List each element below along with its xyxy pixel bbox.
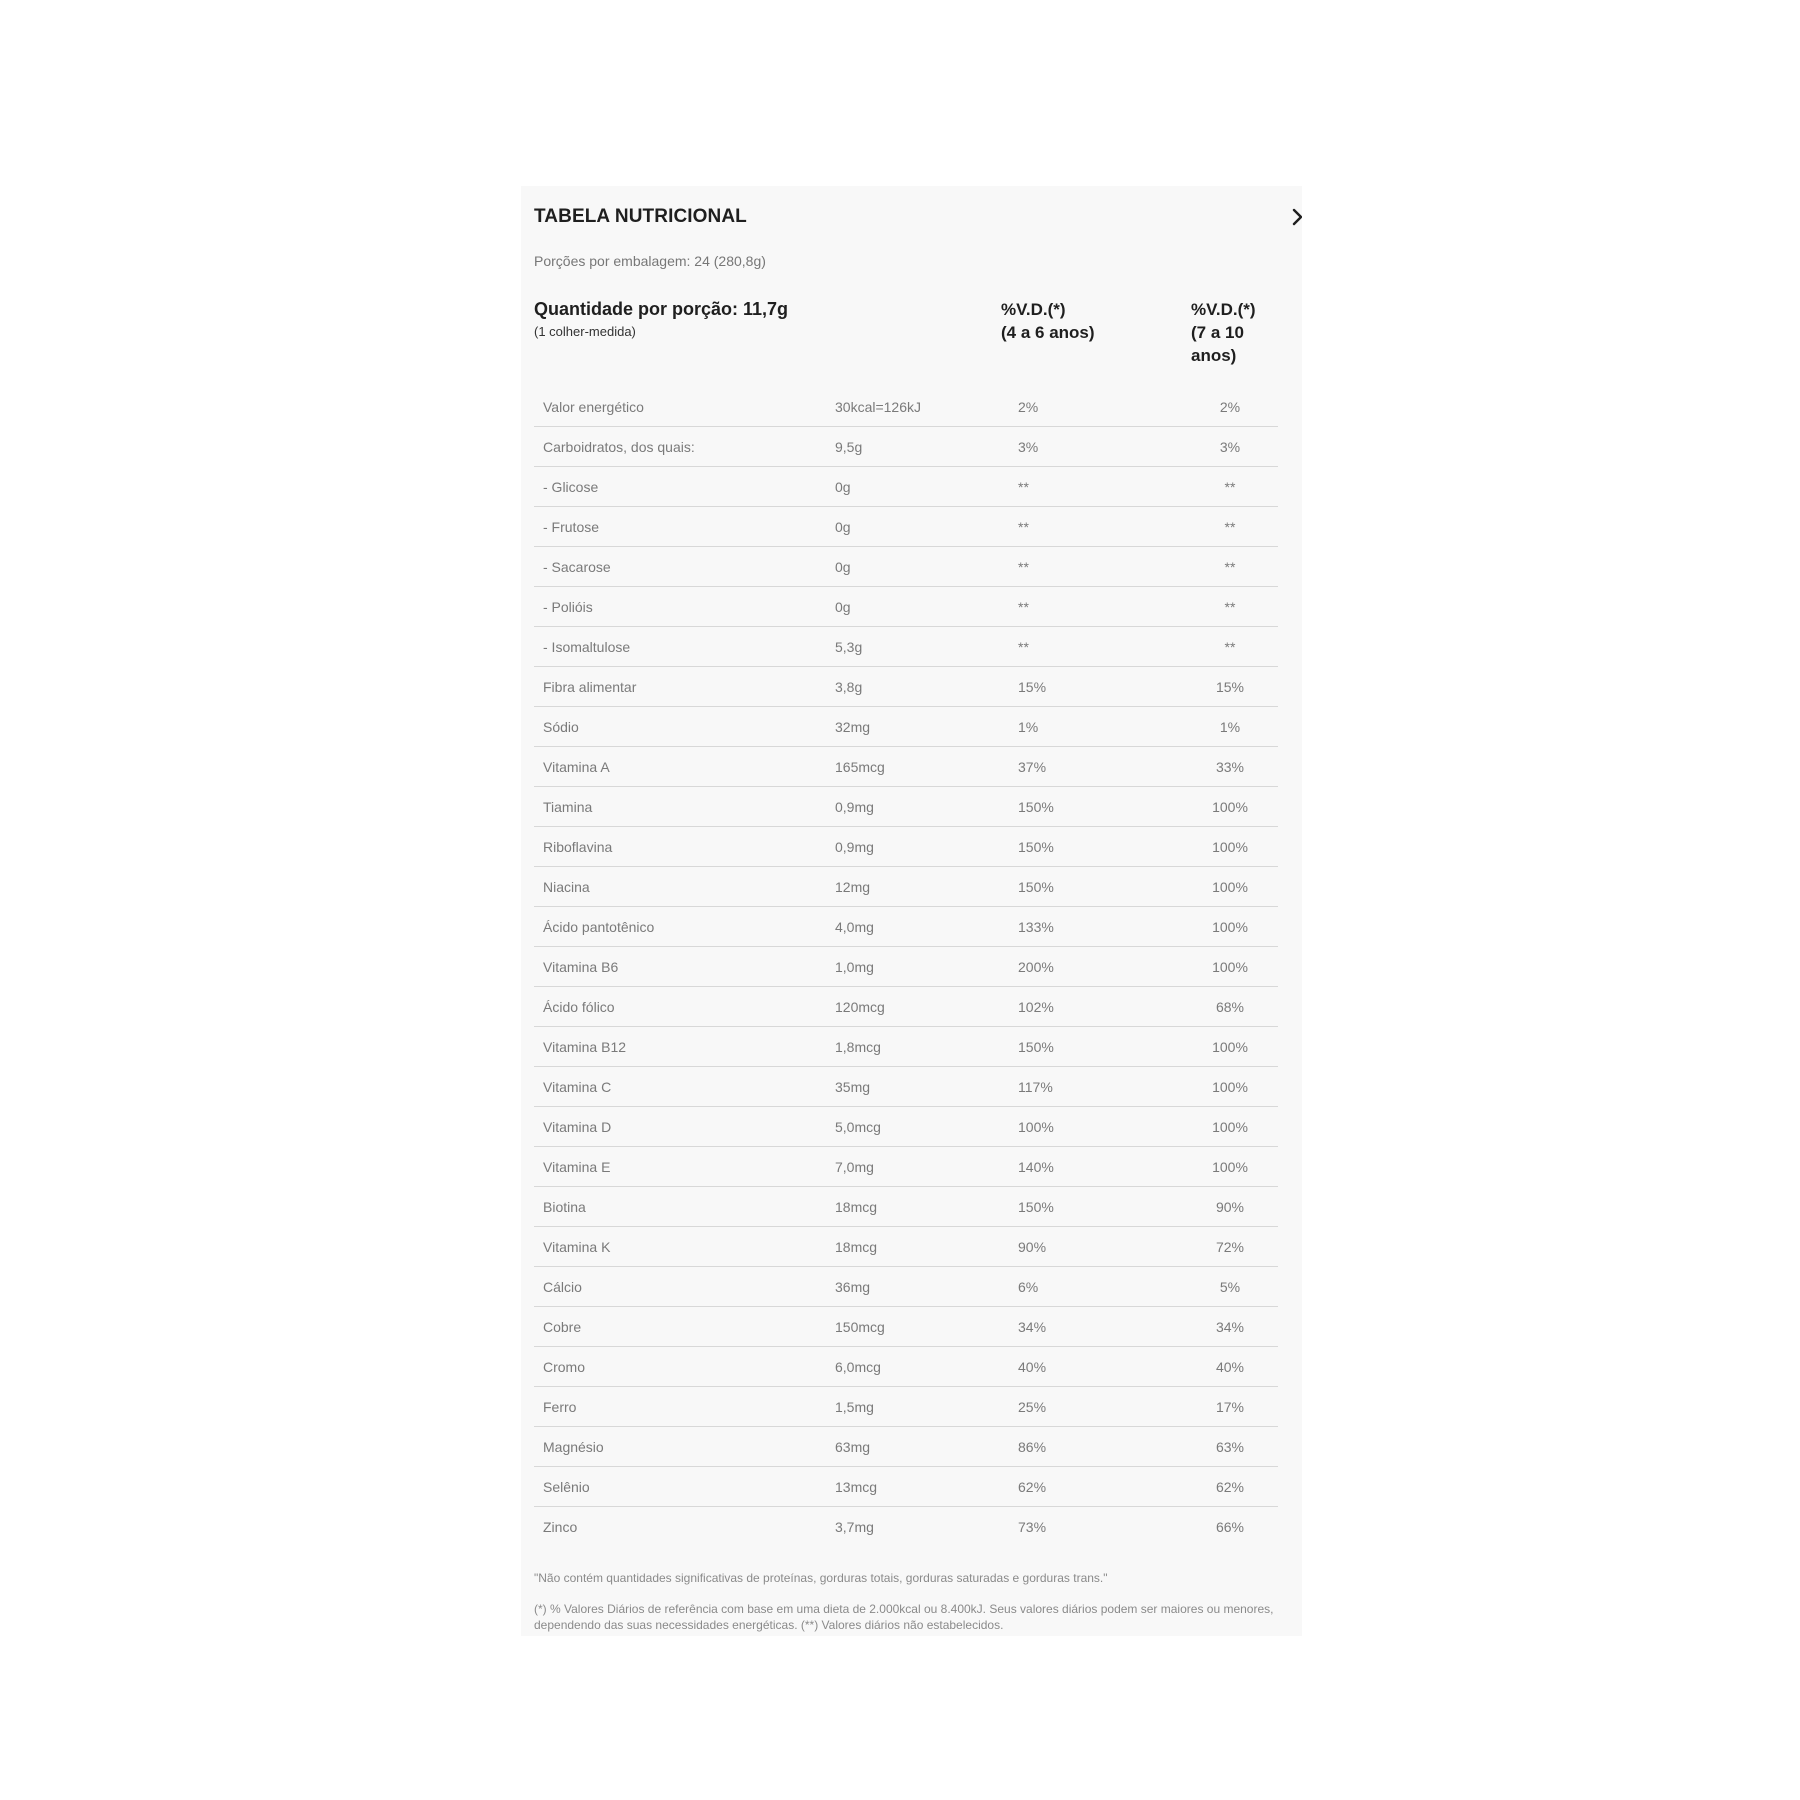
table-row xyxy=(534,1147,1278,1187)
footnotes xyxy=(534,1570,1289,1633)
nutrient-quantity: 36mg xyxy=(835,1267,1010,1307)
daily-value-7-10: 33% xyxy=(1208,747,1278,787)
daily-value-4-6: ** xyxy=(1010,627,1208,667)
daily-value-4-6: ** xyxy=(1010,467,1208,507)
daily-value-4-6: 150% xyxy=(1010,787,1208,827)
nutrient-quantity: 18mcg xyxy=(835,1187,1010,1227)
daily-value-7-10: ** xyxy=(1208,587,1278,627)
nutrient-name: - Polióis xyxy=(534,587,835,627)
nutrient-quantity: 7,0mg xyxy=(835,1147,1010,1187)
daily-value-7-10: 100% xyxy=(1208,907,1278,947)
table-row xyxy=(534,787,1278,827)
nutrient-quantity: 0g xyxy=(835,547,1010,587)
column-header-vd-4-6: %V.D.(*) (4 a 6 anos) xyxy=(1001,300,1095,342)
table-row xyxy=(534,667,1278,707)
daily-value-4-6: 3% xyxy=(1010,427,1208,467)
table-row xyxy=(534,1107,1278,1147)
nutrient-quantity: 1,0mg xyxy=(835,947,1010,987)
daily-value-7-10: ** xyxy=(1208,507,1278,547)
table-row xyxy=(534,387,1278,427)
daily-value-7-10: 3% xyxy=(1208,427,1278,467)
daily-value-4-6: ** xyxy=(1010,507,1208,547)
nutrient-name: Fibra alimentar xyxy=(534,667,835,707)
table-row xyxy=(534,1467,1278,1507)
table-row xyxy=(534,1187,1278,1227)
daily-value-7-10: 72% xyxy=(1208,1227,1278,1267)
daily-value-4-6: 150% xyxy=(1010,827,1208,867)
table-row xyxy=(534,1227,1278,1267)
nutrient-name: Magnésio xyxy=(534,1427,835,1467)
daily-value-7-10: 63% xyxy=(1208,1427,1278,1467)
nutrient-quantity: 30kcal=126kJ xyxy=(835,387,1010,427)
table-row xyxy=(534,1347,1278,1387)
nutrition-table xyxy=(534,387,1278,1546)
nutrient-name: Carboidratos, dos quais: xyxy=(534,427,835,467)
nutrient-name: Tiamina xyxy=(534,787,835,827)
daily-value-4-6: 133% xyxy=(1010,907,1208,947)
daily-value-7-10: 100% xyxy=(1208,1107,1278,1147)
daily-value-7-10: 15% xyxy=(1208,667,1278,707)
daily-value-4-6: 34% xyxy=(1010,1307,1208,1347)
nutrient-name: Vitamina A xyxy=(534,747,835,787)
daily-value-7-10: ** xyxy=(1208,467,1278,507)
nutrition-table-body xyxy=(534,387,1278,1546)
nutrient-quantity: 0g xyxy=(835,467,1010,507)
daily-value-4-6: 200% xyxy=(1010,947,1208,987)
nutrient-name: Ferro xyxy=(534,1387,835,1427)
table-row xyxy=(534,1027,1278,1067)
table-row xyxy=(534,427,1278,467)
nutrient-quantity: 1,8mcg xyxy=(835,1027,1010,1067)
serving-info xyxy=(534,290,788,339)
nutrient-quantity: 32mg xyxy=(835,707,1010,747)
nutrient-quantity: 0,9mg xyxy=(835,787,1010,827)
daily-value-7-10: 100% xyxy=(1208,1147,1278,1187)
daily-value-4-6: 2% xyxy=(1010,387,1208,427)
nutrient-name: Ácido pantotênico xyxy=(534,907,835,947)
serving-quantity: Quantidade por porção: 11,7g xyxy=(534,299,789,319)
table-row xyxy=(534,1507,1278,1547)
daily-value-7-10: 66% xyxy=(1215,1518,1245,1535)
daily-value-7-10: 100% xyxy=(1208,1067,1278,1107)
nutrient-quantity: 12mg xyxy=(835,867,1010,907)
nutrition-panel xyxy=(521,186,1302,1636)
daily-value-4-6: 100% xyxy=(1010,1107,1208,1147)
table-row xyxy=(534,867,1278,907)
daily-value-4-6: 25% xyxy=(1010,1387,1208,1427)
table-row xyxy=(534,827,1278,867)
footnote-nutrients: "Não contém quantidades significativas de proteínas, gorduras totais, gorduras saturadas e gorduras trans." xyxy=(534,1571,1108,1585)
nutrient-name: Zinco xyxy=(543,1518,578,1535)
daily-value-4-6: 86% xyxy=(1010,1427,1208,1467)
chevron-right-icon[interactable] xyxy=(1291,204,1302,230)
daily-value-7-10: 100% xyxy=(1208,867,1278,907)
daily-value-7-10: 100% xyxy=(1208,787,1278,827)
nutrient-quantity: 5,3g xyxy=(835,627,1010,667)
footnote-daily-values: (*) % Valores Diários de referência com base em uma dieta de 2.000kcal ou 8.400kJ. Seus valores diários podem ser maiores ou menores, dependendo das suas necessidades energéticas. (**) Valores diários não estabelecidos. xyxy=(534,1602,1274,1632)
table-row xyxy=(534,1267,1278,1307)
nutrient-name: Biotina xyxy=(534,1187,835,1227)
nutrient-quantity: 0g xyxy=(835,507,1010,547)
nutrient-quantity: 120mcg xyxy=(835,987,1010,1027)
table-row xyxy=(534,1307,1278,1347)
nutrient-name: - Sacarose xyxy=(534,547,835,587)
daily-value-7-10: 62% xyxy=(1208,1467,1278,1507)
daily-value-4-6: 90% xyxy=(1010,1227,1208,1267)
daily-value-4-6: 117% xyxy=(1010,1067,1208,1107)
nutrient-quantity: 18mcg xyxy=(835,1227,1010,1267)
nutrient-quantity: 13mcg xyxy=(835,1467,1010,1507)
daily-value-7-10: 5% xyxy=(1208,1267,1278,1307)
nutrient-name: Vitamina B6 xyxy=(534,947,835,987)
nutrient-quantity: 165mcg xyxy=(835,747,1010,787)
daily-value-4-6: 1% xyxy=(1010,707,1208,747)
nutrient-name: Sódio xyxy=(534,707,835,747)
panel-title: TABELA NUTRICIONAL xyxy=(534,206,747,227)
nutrient-quantity: 150mcg xyxy=(835,1307,1010,1347)
daily-value-4-6: 140% xyxy=(1010,1147,1208,1187)
nutrient-quantity: 63mg xyxy=(835,1427,1010,1467)
daily-value-7-10: 34% xyxy=(1208,1307,1278,1347)
daily-value-7-10: ** xyxy=(1208,627,1278,667)
daily-value-4-6: 150% xyxy=(1010,1027,1208,1067)
serving-measure: (1 colher-medida) xyxy=(534,324,636,339)
nutrient-name: Vitamina E xyxy=(534,1147,835,1187)
nutrient-name: Cromo xyxy=(534,1347,835,1387)
daily-value-4-6: 37% xyxy=(1010,747,1208,787)
daily-value-7-10: 90% xyxy=(1208,1187,1278,1227)
nutrient-quantity: 1,5mg xyxy=(835,1387,1010,1427)
table-header xyxy=(534,290,1289,387)
nutrient-name: Ácido fólico xyxy=(534,987,835,1027)
nutrient-name: Vitamina C xyxy=(534,1067,835,1107)
nutrient-name: Cobre xyxy=(534,1307,835,1347)
nutrient-quantity: 4,0mg xyxy=(835,907,1010,947)
nutrient-quantity: 6,0mcg xyxy=(835,1347,1010,1387)
nutrient-quantity: 5,0mcg xyxy=(835,1107,1010,1147)
table-row xyxy=(534,507,1278,547)
daily-value-7-10: 2% xyxy=(1208,387,1278,427)
nutrient-quantity: 9,5g xyxy=(835,427,1010,467)
daily-value-4-6: ** xyxy=(1010,547,1208,587)
nutrient-name: Selênio xyxy=(534,1467,835,1507)
table-row xyxy=(534,547,1278,587)
nutrient-name: Riboflavina xyxy=(534,827,835,867)
table-row xyxy=(534,1427,1278,1467)
daily-value-4-6: 150% xyxy=(1010,1187,1208,1227)
daily-value-4-6: 73% xyxy=(1018,1518,1047,1535)
daily-value-4-6: 150% xyxy=(1010,867,1208,907)
daily-value-7-10: ** xyxy=(1208,547,1278,587)
nutrient-name: Vitamina B12 xyxy=(534,1027,835,1067)
nutrient-name: - Glicose xyxy=(534,467,835,507)
nutrient-name: Vitamina D xyxy=(534,1107,835,1147)
nutrient-quantity: 3,7mg xyxy=(835,1518,874,1535)
table-row xyxy=(534,947,1278,987)
column-header-vd-7-10: %V.D.(*) (7 a 10 anos) xyxy=(1191,300,1256,365)
table-row xyxy=(534,1387,1278,1427)
daily-value-7-10: 17% xyxy=(1208,1387,1278,1427)
daily-value-4-6: ** xyxy=(1010,587,1208,627)
nutrient-quantity: 3,8g xyxy=(835,667,1010,707)
daily-value-7-10: 40% xyxy=(1208,1347,1278,1387)
table-row xyxy=(534,467,1278,507)
daily-value-7-10: 100% xyxy=(1208,947,1278,987)
table-row xyxy=(534,747,1278,787)
table-row xyxy=(534,1067,1278,1107)
nutrient-name: - Frutose xyxy=(534,507,835,547)
daily-value-4-6: 102% xyxy=(1010,987,1208,1027)
daily-value-4-6: 15% xyxy=(1010,667,1208,707)
daily-value-7-10: 68% xyxy=(1208,987,1278,1027)
table-row xyxy=(534,587,1278,627)
table-row xyxy=(534,627,1278,667)
nutrient-quantity: 0g xyxy=(835,587,1010,627)
nutrient-name: - Isomaltulose xyxy=(534,627,835,667)
nutrient-quantity: 35mg xyxy=(835,1067,1010,1107)
daily-value-7-10: 100% xyxy=(1208,827,1278,867)
nutrient-name: Cálcio xyxy=(534,1267,835,1307)
daily-value-7-10: 1% xyxy=(1208,707,1278,747)
table-row xyxy=(534,907,1278,947)
daily-value-4-6: 62% xyxy=(1010,1467,1208,1507)
table-row xyxy=(534,987,1278,1027)
portions-text: Porções por embalagem: 24 (280,8g) xyxy=(534,253,766,269)
panel-header xyxy=(534,186,1289,252)
nutrient-name: Vitamina K xyxy=(534,1227,835,1267)
daily-value-7-10: 100% xyxy=(1208,1027,1278,1067)
table-row xyxy=(534,707,1278,747)
nutrient-name: Niacina xyxy=(534,867,835,907)
nutrient-quantity: 0,9mg xyxy=(835,827,1010,867)
daily-value-4-6: 40% xyxy=(1010,1347,1208,1387)
nutrient-name: Valor energético xyxy=(534,387,835,427)
daily-value-4-6: 6% xyxy=(1010,1267,1208,1307)
